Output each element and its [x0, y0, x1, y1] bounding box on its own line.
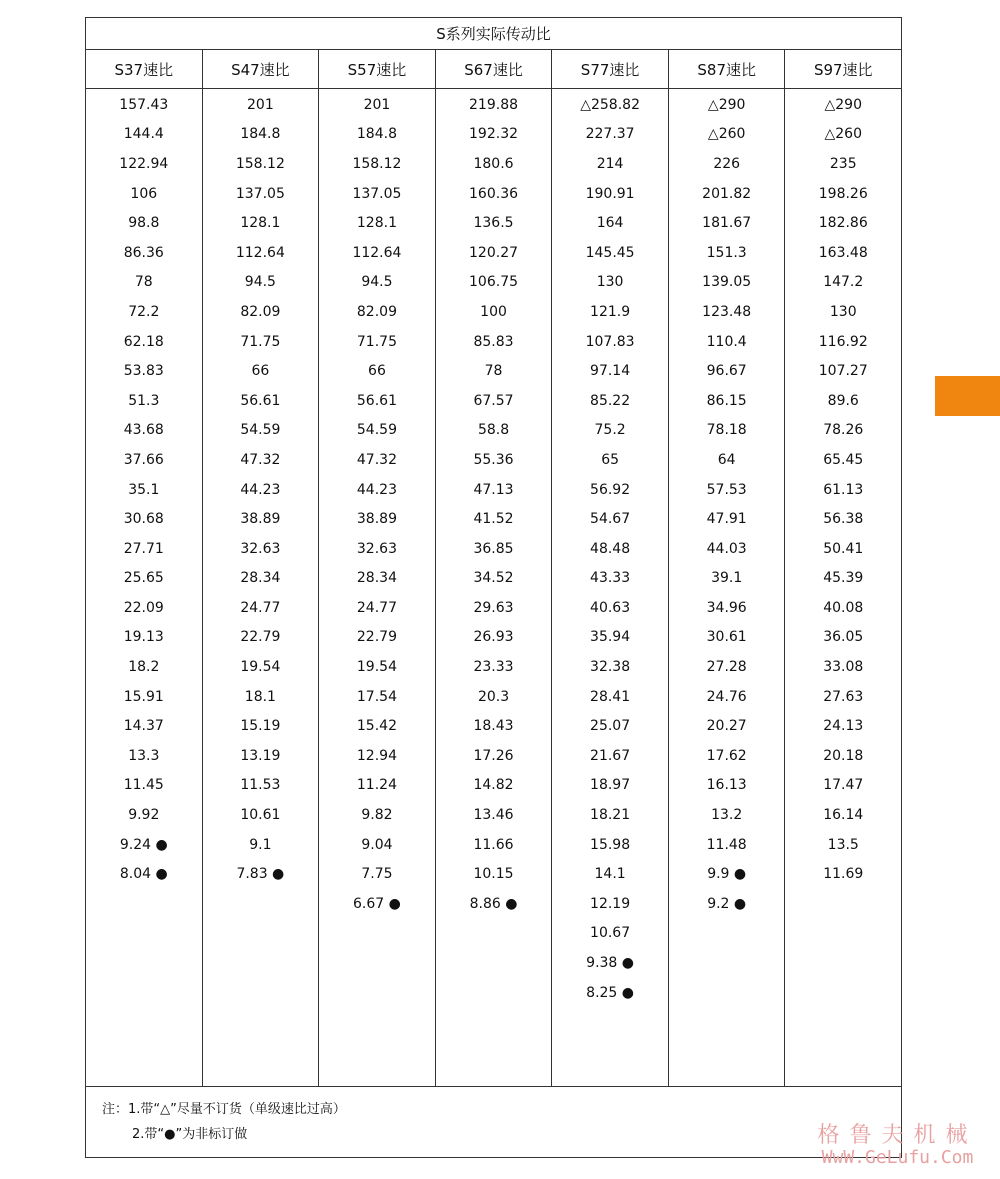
ratio-column: [785, 89, 901, 1086]
ratio-cell: 18.1: [244, 688, 276, 705]
ratio-cell: 82.09: [240, 303, 281, 320]
ratio-cell: 56.61: [356, 392, 397, 409]
ratio-cell: 158.12: [352, 155, 402, 172]
ratio-cell: 14.82: [473, 777, 514, 794]
ratio-column: [86, 89, 203, 1086]
table-title: S系列实际传动比: [86, 18, 901, 50]
ratio-cell: 24.77: [240, 599, 281, 616]
ratio-cell: 9.9 ●: [707, 866, 747, 883]
ratio-cell: 15.91: [123, 688, 164, 705]
ratio-cell: 38.89: [356, 511, 397, 528]
ratio-cell: 25.65: [123, 570, 164, 587]
ratio-cell: 47.91: [706, 511, 747, 528]
ratio-cell: 28.34: [356, 570, 397, 587]
ratio-cell: 85.83: [473, 333, 514, 350]
ratio-cell: 18.2: [128, 659, 160, 676]
ratio-cell: 47.32: [356, 451, 397, 468]
ratio-cell: 11.53: [240, 777, 281, 794]
ratio-cell: 106: [130, 185, 158, 202]
ratio-cell: 36.85: [473, 540, 514, 557]
ratio-cell: 235: [829, 155, 857, 172]
ratio-cell: 32.63: [356, 540, 397, 557]
ratio-cell: 147.2: [823, 274, 864, 291]
ratio-cell: 9.04: [361, 836, 393, 853]
ratio-cell: 86.15: [706, 392, 747, 409]
ratio-cell: 28.34: [240, 570, 281, 587]
ratio-cell: 54.59: [240, 422, 281, 439]
ratio-cell: 32.63: [240, 540, 281, 557]
ratio-cell: 20.27: [706, 718, 747, 735]
ratio-cell: 36.05: [823, 629, 864, 646]
ratio-cell: 66: [251, 363, 270, 380]
ratio-cell: 19.54: [356, 659, 397, 676]
ratio-cell: 94.5: [244, 274, 276, 291]
ratio-cell: 44.23: [356, 481, 397, 498]
ratio-cell: 58.8: [477, 422, 510, 439]
ratio-cell: 24.13: [823, 718, 864, 735]
ratio-cell: 8.04 ●: [119, 866, 168, 883]
ratio-cell: 9.92: [128, 807, 160, 824]
ratio-cell: 13.46: [473, 807, 514, 824]
ratio-cell: 78: [484, 363, 503, 380]
ratio-cell: 54.67: [590, 511, 631, 528]
ratio-cell: 128.1: [240, 215, 281, 232]
ratio-column: [552, 89, 669, 1086]
ratio-cell: 47.13: [473, 481, 514, 498]
ratio-cell: 184.8: [240, 126, 281, 143]
ratio-cell: 32.38: [590, 659, 631, 676]
column-header: S47速比: [203, 50, 320, 88]
ratio-cell: 7.75: [361, 866, 393, 883]
ratio-cell: 157.43: [119, 96, 169, 113]
ratio-cell: 71.75: [240, 333, 281, 350]
ratio-cell: △258.82: [580, 96, 640, 113]
ratio-cell: 136.5: [473, 215, 514, 232]
ratio-cell: 9.38 ●: [586, 955, 635, 972]
ratio-cell: 182.86: [818, 215, 868, 232]
ratio-cell: 43.68: [123, 422, 164, 439]
ratio-cell: 67.57: [473, 392, 514, 409]
ratio-cell: 75.2: [594, 422, 626, 439]
ratio-cell: 50.41: [823, 540, 864, 557]
ratio-cell: 29.63: [473, 599, 514, 616]
ratio-cell: 13.3: [128, 747, 160, 764]
ratio-cell: 6.67 ●: [353, 895, 401, 912]
ratio-cell: 22.79: [240, 629, 281, 646]
ratio-cell: 86.36: [123, 244, 164, 261]
column-header: S77速比: [552, 50, 669, 88]
ratio-cell: △290: [824, 96, 862, 113]
ratio-cell: 15.42: [356, 718, 397, 735]
ratio-cell: 51.3: [128, 392, 160, 409]
ratio-cell: 37.66: [123, 451, 164, 468]
ratio-cell: 15.19: [240, 718, 281, 735]
ratio-cell: 40.63: [590, 599, 631, 616]
ratio-cell: 201.82: [702, 185, 752, 202]
ratio-cell: 34.52: [473, 570, 514, 587]
ratio-cell: 11.66: [473, 836, 514, 853]
ratio-cell: 53.83: [123, 363, 164, 380]
ratio-cell: 44.23: [240, 481, 281, 498]
ratio-cell: 41.52: [473, 511, 514, 528]
ratio-cell: 56.61: [240, 392, 281, 409]
ratio-cell: 19.13: [123, 629, 164, 646]
watermark-chinese-text: 格鲁夫机械: [817, 1123, 978, 1148]
ratio-cell: 201: [247, 96, 274, 113]
ratio-cell: 8.25 ●: [586, 984, 635, 1001]
ratio-cell: 10.67: [590, 925, 631, 942]
ratio-cell: 45.39: [823, 570, 864, 587]
ratio-cell: 181.67: [702, 215, 752, 232]
ratio-cell: 71.75: [356, 333, 397, 350]
ratio-cell: 97.14: [590, 363, 631, 380]
ratio-cell: 72.2: [128, 303, 160, 320]
ratio-cell: 11.48: [706, 836, 747, 853]
ratio-cell: 107.83: [585, 333, 635, 350]
ratio-cell: 62.18: [123, 333, 164, 350]
ratio-cell: 198.26: [818, 185, 868, 202]
ratio-cell: 78.26: [823, 422, 864, 439]
ratio-cell: 22.79: [356, 629, 397, 646]
column-header: S87速比: [669, 50, 786, 88]
ratio-cell: 94.5: [361, 274, 393, 291]
ratio-cell: 18.43: [473, 718, 514, 735]
ratio-cell: 128.1: [356, 215, 397, 232]
ratio-cell: 12.19: [590, 895, 631, 912]
ratio-cell: 18.21: [590, 807, 631, 824]
ratio-cell: 192.32: [469, 126, 519, 143]
ratio-cell: 106.75: [469, 274, 519, 291]
ratio-cell: 96.67: [706, 363, 747, 380]
column-header: S67速比: [436, 50, 553, 88]
ratio-cell: 65.45: [823, 451, 864, 468]
ratio-cell: 14.37: [123, 718, 164, 735]
ratio-cell: 184.8: [356, 126, 397, 143]
ratio-cell: 130: [596, 274, 624, 291]
ratio-cell: 30.68: [123, 511, 164, 528]
ratio-cell: 61.13: [823, 481, 864, 498]
ratio-cell: 100: [480, 303, 507, 320]
ratio-cell: 17.26: [473, 747, 514, 764]
ratio-cell: 20.18: [823, 747, 864, 764]
ratio-cell: 9.24 ●: [119, 836, 168, 853]
ratio-column: [319, 89, 436, 1086]
ratio-cell: 201: [363, 96, 391, 113]
ratio-cell: 144.4: [123, 126, 164, 143]
ratio-cell: 98.8: [128, 215, 160, 232]
ratio-cell: 56.92: [590, 481, 631, 498]
ratio-cell: 25.07: [590, 718, 631, 735]
ratio-cell: 122.94: [119, 155, 169, 172]
ratio-cell: 47.32: [240, 451, 281, 468]
ratio-cell: 27.71: [123, 540, 164, 557]
ratio-cell: △260: [707, 126, 746, 143]
ratio-cell: 112.64: [235, 244, 285, 261]
ratio-cell: 11.45: [123, 777, 164, 794]
ratio-cell: 10.15: [473, 866, 514, 883]
ratio-column: [669, 89, 786, 1086]
ratio-cell: 28.41: [590, 688, 631, 705]
ratio-cell: 8.86 ●: [469, 895, 518, 912]
ratio-cell: 17.62: [706, 747, 747, 764]
ratio-cell: 190.91: [585, 185, 635, 202]
ratio-cell: 120.27: [469, 244, 519, 261]
ratio-cell: 137.05: [235, 185, 285, 202]
ratio-cell: 107.27: [818, 363, 868, 380]
ratio-cell: 23.33: [473, 659, 514, 676]
ratio-cell: 10.61: [240, 807, 281, 824]
note-line-2: 2.带“●”为非标订做: [132, 1127, 248, 1142]
ratio-cell: 56.38: [823, 511, 864, 528]
ratio-cell: 40.08: [823, 599, 864, 616]
ratio-cell: 21.67: [590, 747, 631, 764]
ratio-cell: 19.54: [240, 659, 281, 676]
ratio-cell: 16.13: [706, 777, 747, 794]
ratio-cell: 57.53: [706, 481, 747, 498]
ratio-cell: 54.59: [356, 422, 397, 439]
ratio-cell: 130: [829, 303, 857, 320]
ratio-cell: 64: [717, 451, 736, 468]
ratio-cell: 82.09: [356, 303, 397, 320]
ratio-cell: 15.98: [590, 836, 631, 853]
ratio-cell: 112.64: [352, 244, 402, 261]
ratio-cell: 20.3: [477, 688, 510, 705]
ratio-cell: 85.22: [590, 392, 631, 409]
ratio-cell: 214: [596, 155, 624, 172]
ratio-cell: 33.08: [823, 659, 864, 676]
column-header: S97速比: [813, 60, 873, 79]
ratio-cell: 164: [596, 215, 624, 232]
ratio-table: [85, 17, 902, 1158]
ratio-cell: 123.48: [702, 303, 752, 320]
ratio-cell: 43.33: [590, 570, 631, 587]
column-header: S37速比: [86, 50, 203, 88]
ratio-cell: 24.77: [356, 599, 397, 616]
ratio-cell: 9.82: [361, 807, 393, 824]
ratio-cell: 7.83 ●: [236, 866, 285, 883]
ratio-cell: 17.54: [356, 688, 397, 705]
ratio-cell: 30.61: [706, 629, 747, 646]
ratio-cell: 151.3: [706, 244, 747, 261]
ratio-cell: 14.1: [594, 866, 626, 883]
ratio-cell: △290: [707, 96, 746, 113]
ratio-cell: 27.63: [823, 688, 864, 705]
ratio-cell: 22.09: [123, 599, 164, 616]
note-line-1: 注：1.带“△”尽量不订货（单级速比过高）: [102, 1102, 346, 1117]
ratio-cell: 66: [368, 363, 386, 380]
ratio-cell: 226: [713, 155, 741, 172]
ratio-cell: 180.6: [473, 155, 514, 172]
column-header: S57速比: [319, 50, 436, 88]
ratio-cell: 121.9: [590, 303, 631, 320]
table-header-row: [86, 50, 901, 89]
ratio-cell: 35.94: [590, 629, 631, 646]
ratio-cell: 145.45: [585, 244, 635, 261]
ratio-cell: 11.24: [356, 777, 397, 794]
ratio-cell: 39.1: [711, 570, 743, 587]
ratio-cell: △260: [824, 126, 862, 143]
ratio-cell: 24.76: [706, 688, 747, 705]
ratio-cell: 158.12: [235, 155, 285, 172]
ratio-cell: 12.94: [356, 747, 397, 764]
ratio-cell: 78: [134, 274, 153, 291]
orange-side-tab: [935, 376, 1000, 416]
ratio-cell: 219.88: [469, 96, 519, 113]
ratio-cell: 163.48: [818, 244, 868, 261]
table-body: [86, 89, 901, 1087]
ratio-cell: 44.03: [706, 540, 747, 557]
ratio-column: [436, 89, 553, 1086]
ratio-cell: 55.36: [473, 451, 514, 468]
ratio-cell: 35.1: [128, 481, 160, 498]
ratio-cell: 65: [601, 451, 620, 468]
watermark-url: WwW.GeLufu.Com: [821, 1147, 974, 1168]
ratio-cell: 227.37: [585, 126, 635, 143]
ratio-cell: 9.1: [249, 836, 272, 853]
ratio-cell: 26.93: [473, 629, 514, 646]
ratio-cell: 78.18: [706, 422, 747, 439]
ratio-cell: 116.92: [818, 333, 868, 350]
ratio-cell: 18.97: [590, 777, 631, 794]
ratio-cell: 110.4: [706, 333, 747, 350]
ratio-cell: 17.47: [823, 777, 864, 794]
ratio-cell: 13.2: [711, 807, 743, 824]
ratio-cell: 137.05: [352, 185, 402, 202]
ratio-cell: 9.2 ●: [707, 895, 747, 912]
ratio-cell: 16.14: [823, 807, 864, 824]
ratio-cell: 34.96: [706, 599, 747, 616]
ratio-cell: 38.89: [240, 511, 281, 528]
ratio-cell: 160.36: [469, 185, 519, 202]
ratio-column: [203, 89, 320, 1086]
ratio-cell: 89.6: [827, 392, 859, 409]
ratio-cell: 27.28: [706, 659, 747, 676]
ratio-cell: 139.05: [702, 274, 752, 291]
ratio-cell: 13.19: [240, 747, 281, 764]
ratio-cell: 11.69: [823, 866, 864, 883]
watermark-logo: [795, 1125, 1000, 1169]
table-notes: [86, 1087, 901, 1157]
ratio-cell: 48.48: [590, 540, 631, 557]
ratio-cell: 13.5: [827, 836, 859, 853]
